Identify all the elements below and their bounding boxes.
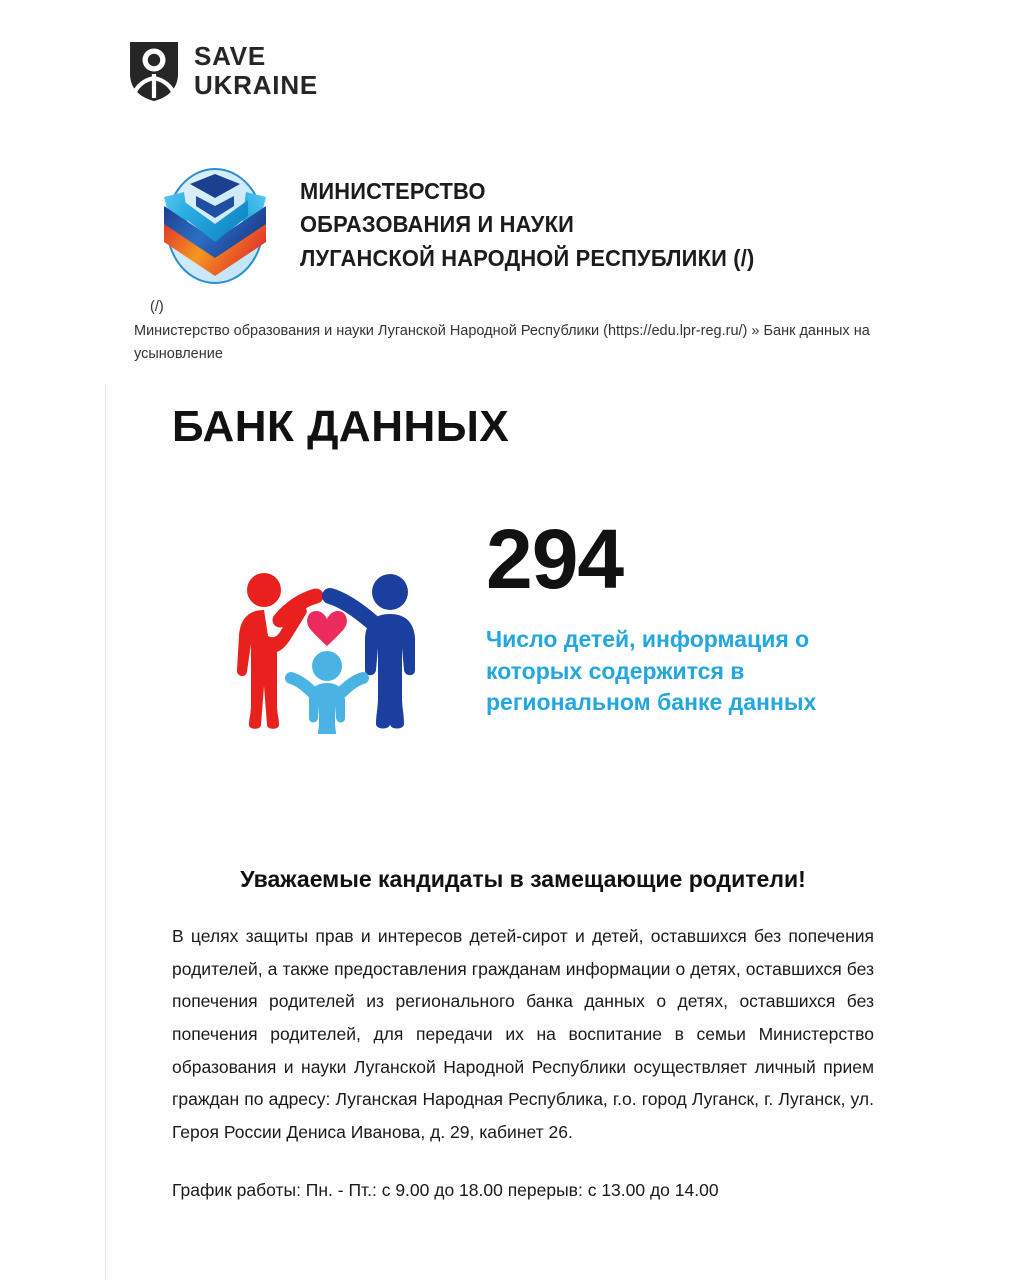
article <box>172 864 874 1207</box>
breadcrumb[interactable]: Министерство образования и науки Луганской Народной Республики (https://edu.lpr-reg.ru/) » Банк данных на усыновление <box>134 323 870 363</box>
ministry-education-science-emblem-icon <box>152 162 278 288</box>
family-with-heart-icon <box>224 566 430 736</box>
save-ukraine-logo <box>128 40 318 102</box>
save-ukraine-shield-icon <box>128 40 180 102</box>
content-left-divider <box>105 385 106 1280</box>
ministry-title-line-2: ОБРАЗОВАНИЯ И НАУКИ <box>300 211 575 238</box>
save-ukraine-line-2: UKRAINE <box>194 70 319 100</box>
ministry-title[interactable] <box>300 175 754 275</box>
ministry-header[interactable] <box>152 162 789 288</box>
statistics-number: 294 <box>486 512 624 606</box>
ministry-title-line-1: МИНИСТЕРСТВО <box>300 177 486 204</box>
statistics-caption: Число детей, информация о которых содержится в региональном банке данных <box>486 625 817 716</box>
page-title: БАНК ДАННЫХ <box>172 402 510 451</box>
ministry-title-line-3: ЛУГАНСКОЙ НАРОДНОЙ РЕСПУБЛИКИ (/) <box>300 244 755 271</box>
article-working-hours: График работы: Пн. - Пт.: с 9.00 до 18.00 перерыв: с 13.00 до 14.00 <box>172 1180 719 1201</box>
article-body: В целях защиты прав и интересов детей-сирот и детей, оставшихся без попечения родителей, а также предоставления гражданам информации о детях, оставшихся без попечения родителей из регионального банка данных о детях, оставшихся без попечения родителей, для передачи их на воспитание в семьи Министерство образования и науки Луганской Народной Республики осуществляет личный прием граждан по адресу: Луганская Народная Республика, г.о. город Луганск, г. Луганск, ул. Героя России Дениса Иванова, д. 29, кабинет 26. <box>172 926 874 1142</box>
save-ukraine-wordmark <box>194 42 318 100</box>
save-ukraine-line-1: SAVE <box>194 40 267 71</box>
article-heading: Уважаемые кандидаты в замещающие родители! <box>240 866 806 892</box>
home-link[interactable]: (/) <box>150 299 164 315</box>
statistics-block <box>172 512 882 736</box>
statistics-text <box>486 512 876 719</box>
